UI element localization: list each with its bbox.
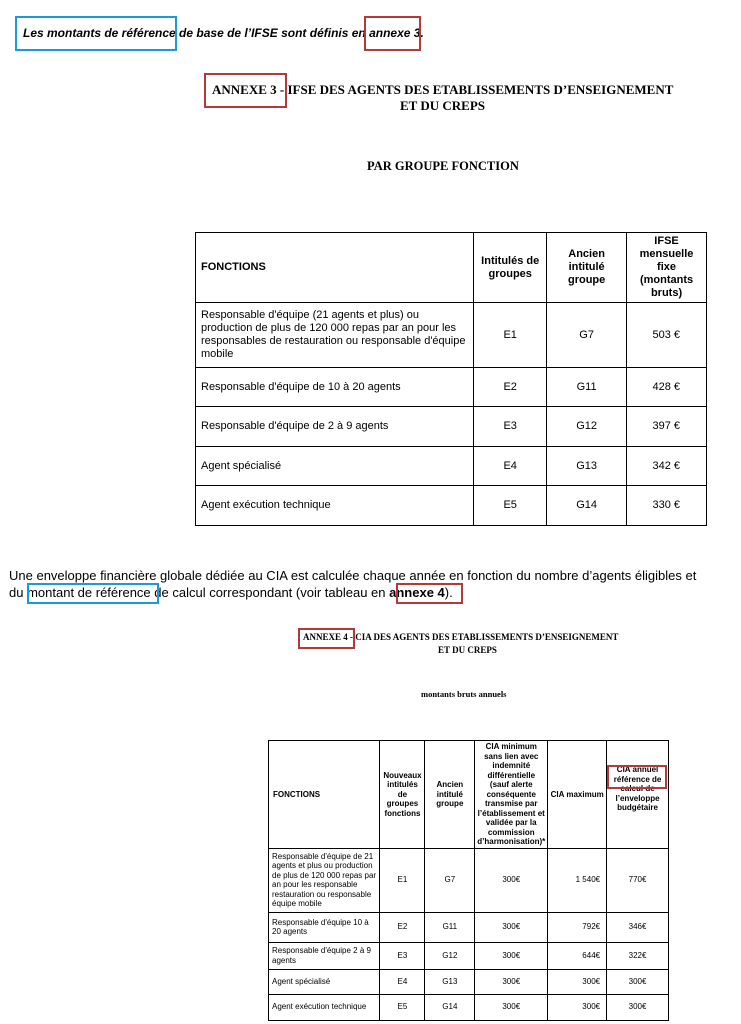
cell-groupe: E3 — [474, 407, 547, 447]
table-row — [196, 368, 707, 407]
cell-cia-reference: 300€ — [607, 969, 669, 994]
table-header-row — [269, 741, 669, 849]
header-cia-minimum: CIA minimum sans lien avec indemnité différentielle (sauf alerte conséquente transmise par l’établissement et validée par la commission d’harmonisation)* — [475, 741, 548, 849]
cell-groupe: E4 — [380, 969, 425, 994]
paragraph-highlight-montant: montant de référence — [27, 585, 151, 600]
cell-fonction: Agent spécialisé — [269, 969, 380, 994]
header-fonctions: FONCTIONS — [196, 233, 474, 303]
table-row — [269, 848, 669, 912]
intro-line: Les montants de référence de base de l’IFSE sont définis en annexe 3. — [23, 26, 424, 40]
table-row — [196, 407, 707, 447]
header-ancien-intitule: Ancien intitulé groupe — [425, 741, 475, 849]
cell-cia-max: 300€ — [548, 994, 607, 1020]
highlight-box-montants-reference — [15, 16, 177, 51]
cell-fonction: Responsable d'équipe de 21 agents et plus ou production de plus de 120 000 repas par an pour les responsable restauration ou responsable équipe mobile — [269, 848, 380, 912]
cell-ancien: G14 — [425, 994, 475, 1020]
header-ancien-intitule: Ancien intitulé groupe — [547, 233, 627, 303]
cell-groupe: E1 — [474, 303, 547, 368]
cell-ancien: G13 — [425, 969, 475, 994]
cell-groupe: E1 — [380, 848, 425, 912]
annexe3-table — [195, 232, 707, 526]
cell-fonction: Responsable d'équipe de 10 à 20 agents — [196, 368, 474, 407]
cell-ancien: G14 — [547, 486, 627, 526]
cell-montant: 342 € — [627, 447, 707, 486]
highlight-box-annexe3-title — [204, 73, 287, 108]
cell-cia-reference: 322€ — [607, 942, 669, 969]
paragraph-annexe4-link: annexe 4 — [389, 585, 445, 600]
cell-montant: 397 € — [627, 407, 707, 447]
table-row — [196, 447, 707, 486]
paragraph-text: du — [9, 585, 28, 600]
cell-cia-min: 300€ — [475, 848, 548, 912]
cell-cia-max: 792€ — [548, 912, 607, 942]
cell-cia-min: 300€ — [475, 969, 548, 994]
cell-groupe: E2 — [380, 912, 425, 942]
table-row — [269, 994, 669, 1020]
header-fonctions: FONCTIONS — [269, 741, 380, 849]
table-row — [196, 303, 707, 368]
header-intitules-groupes: Intitulés de groupes — [474, 233, 547, 303]
cell-groupe: E3 — [380, 942, 425, 969]
annexe3-subtitle: PAR GROUPE FONCTION — [367, 159, 519, 173]
paragraph-text: de calcul correspondant (voir tableau en — [150, 585, 390, 600]
cell-cia-max: 1 540€ — [548, 848, 607, 912]
annexe3-title-line1: ANNEXE 3 - IFSE DES AGENTS DES ETABLISSEMENTS D’ENSEIGNEMENT — [212, 82, 674, 97]
annexe4-title-line1: ANNEXE 4 - CIA DES AGENTS DES ETABLISSEMENTS D’ENSEIGNEMENT — [303, 632, 619, 642]
cell-fonction: Responsable d'équipe 10 à 20 agents — [269, 912, 380, 942]
cell-cia-reference: 300€ — [607, 994, 669, 1020]
cell-cia-min: 300€ — [475, 912, 548, 942]
header-nouveaux-intitules: Nouveaux intitulés de groupes fonctions — [380, 741, 425, 849]
cell-groupe: E4 — [474, 447, 547, 486]
cell-cia-reference: 770€ — [607, 848, 669, 912]
cell-fonction: Responsable d'équipe de 2 à 9 agents — [196, 407, 474, 447]
table-row — [269, 969, 669, 994]
highlight-box-annexe4-title — [298, 628, 355, 649]
cell-montant: 330 € — [627, 486, 707, 526]
cell-cia-max: 644€ — [548, 942, 607, 969]
cell-ancien: G11 — [425, 912, 475, 942]
cell-ancien: G12 — [425, 942, 475, 969]
annexe3-title-line2: ET DU CREPS — [400, 98, 486, 113]
annexe4-subtitle: montants bruts annuels — [421, 689, 507, 699]
cell-ancien: G7 — [547, 303, 627, 368]
cell-fonction: Responsable d'équipe (21 agents et plus) ou production de plus de 120 000 repas par an pour les responsables de restauration ou responsable d'équipe mobile — [196, 303, 474, 368]
cell-montant: 428 € — [627, 368, 707, 407]
table-header-row — [196, 233, 707, 303]
header-cia-maximum: CIA maximum — [548, 741, 607, 849]
highlight-box-cia-annuel-reference — [607, 765, 667, 789]
highlight-box-annexe4-ref — [396, 583, 463, 604]
cell-ancien: G7 — [425, 848, 475, 912]
table-row — [269, 942, 669, 969]
cell-ancien: G12 — [547, 407, 627, 447]
cell-fonction: Agent exécution technique — [196, 486, 474, 526]
header-ifse-mensuelle: IFSE mensuelle fixe (montants bruts) — [627, 233, 707, 303]
cell-cia-max: 300€ — [548, 969, 607, 994]
cell-fonction: Agent exécution technique — [269, 994, 380, 1020]
header-cia-annuel-reference: CIA annuel référence de calcul de l’enveloppe budgétaire — [607, 741, 669, 849]
cell-ancien: G13 — [547, 447, 627, 486]
cell-groupe: E2 — [474, 368, 547, 407]
cell-montant: 503 € — [627, 303, 707, 368]
table-row — [269, 912, 669, 942]
cell-cia-min: 300€ — [475, 942, 548, 969]
cell-groupe: E5 — [474, 486, 547, 526]
cell-cia-min: 300€ — [475, 994, 548, 1020]
paragraph-line1: Une enveloppe financière globale dédiée au CIA est calculée chaque année en fonction du nombre d’agents éligibles et — [9, 568, 697, 583]
cell-ancien: G11 — [547, 368, 627, 407]
paragraph-text: ). — [444, 585, 453, 600]
annexe4-title-line2: ET DU CREPS — [438, 645, 497, 655]
highlight-box-annexe3-ref — [364, 16, 421, 51]
cell-fonction: Responsable d'équipe 2 à 9 agents — [269, 942, 380, 969]
cell-fonction: Agent spécialisé — [196, 447, 474, 486]
highlight-box-montant-reference — [27, 583, 159, 604]
cell-groupe: E5 — [380, 994, 425, 1020]
table-row — [196, 486, 707, 526]
cell-cia-reference: 346€ — [607, 912, 669, 942]
